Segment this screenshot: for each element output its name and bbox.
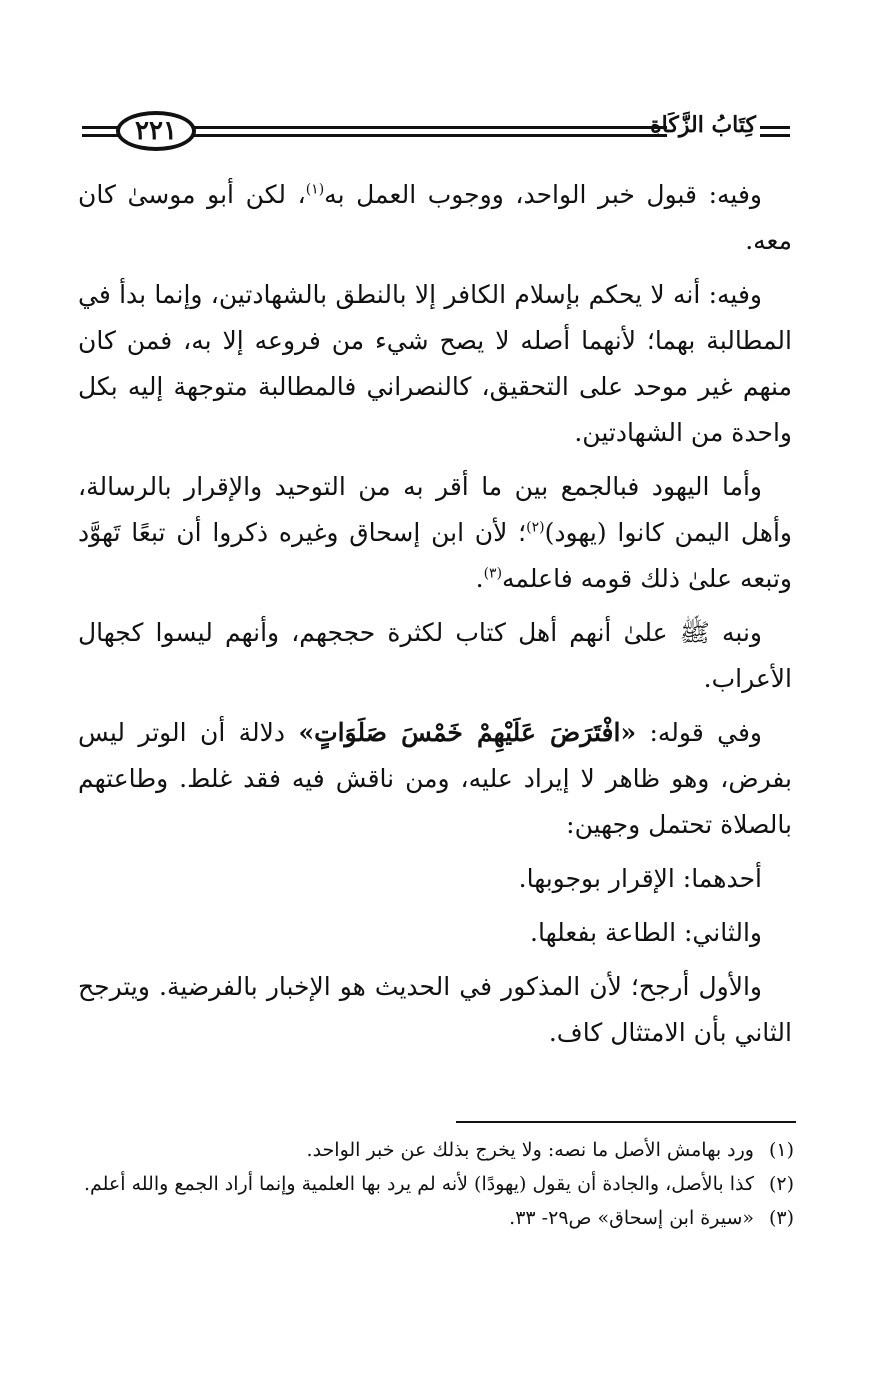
footnote-separator xyxy=(456,1121,796,1123)
paragraph: والأول أرجح؛ لأن المذكور في الحديث هو الإخبار بالفرضية. ويترجح الثاني بأن الامتثال كاف. xyxy=(78,972,792,1047)
paragraph: وفيه: أنه لا يحكم بإسلام الكافر إلا بالنطق بالشهادتين، وإنما بدأ في المطالبة بهما؛ لأنهما أصله لا يصح شيء من فروعه إلا به، فمن كان منهم غير موحد على التحقيق، كالنصراني فالمطالبة متوجهة إليه بكل واحدة من الشهادتين. xyxy=(78,280,792,447)
paragraph xyxy=(78,464,792,602)
footnotes xyxy=(80,1133,794,1235)
main-text xyxy=(78,172,792,1064)
paragraph-text: وأما اليهود فبالجمع بين ما أقر به من التوحيد والإقرار بالرسالة، وأهل اليمن كانوا (يهود) xyxy=(78,472,792,547)
footnote xyxy=(80,1201,794,1235)
page-header xyxy=(82,108,790,156)
footnote-marker: (٢) xyxy=(526,519,545,536)
paragraph: ونبه ﷺ علىٰ أنهم أهل كتاب لكثرة حججهم، وأنهم ليسوا كجهال الأعراب. xyxy=(78,618,792,693)
page-number: ٢٢١ xyxy=(116,111,196,151)
paragraph xyxy=(78,172,792,264)
footnote-text: كذا بالأصل، والجادة أن يقول (يهودًا) لأنه لم يرد بها العلمية وإنما أراد الجمع والله أعلم. xyxy=(83,1173,754,1195)
footnote-marker: (٣) xyxy=(483,565,503,582)
footnote-text: ورد بهامش الأصل ما نصه: ولا يخرج بذلك عن خبر الواحد. xyxy=(306,1139,754,1161)
paragraph-text: . xyxy=(475,564,484,593)
footnote-number: (٣) xyxy=(768,1207,794,1229)
paragraph-text: ؛ لأن ابن إسحاق وغيره ذكروا أن تبعًا تَهوَّد وتبعه علىٰ ذلك قومه فاعلمه xyxy=(78,518,792,593)
paragraph-text: وفي قوله: xyxy=(636,718,762,747)
header-rule xyxy=(192,126,667,129)
paragraph-text: وفيه: قبول خبر الواحد، ووجوب العمل به xyxy=(324,180,762,209)
footnote xyxy=(80,1133,794,1167)
footnote-number: (١) xyxy=(768,1139,794,1161)
hadith-quote: «افْتَرَضَ عَلَيْهِمْ خَمْسَ صَلَوَاتٍ» xyxy=(298,718,637,747)
paragraph-text: ، لكن أبو موسىٰ كان معه. xyxy=(78,180,792,255)
header-rule xyxy=(760,134,790,137)
book-title: كِتَابُ الزَّكَاةِ xyxy=(650,112,756,138)
footnote-marker: (١) xyxy=(305,181,325,198)
header-rule xyxy=(192,134,667,137)
paragraph: أحدهما: الإقرار بوجوبها. xyxy=(518,864,762,893)
paragraph: والثاني: الطاعة بفعلها. xyxy=(530,918,762,947)
footnote-text: «سيرة ابن إسحاق» ص٢٩- ٣٣. xyxy=(509,1207,754,1229)
footnote xyxy=(80,1167,794,1201)
paragraph-text: دلالة أن الوتر ليس بفرض، وهو ظاهر لا إيراد عليه، ومن ناقش فيه فقد غلط. وطاعتهم بالصلاة تحتمل وجهين: xyxy=(78,718,792,839)
footnote-number: (٢) xyxy=(768,1173,794,1195)
header-rule xyxy=(760,126,790,129)
paragraph xyxy=(78,710,792,848)
